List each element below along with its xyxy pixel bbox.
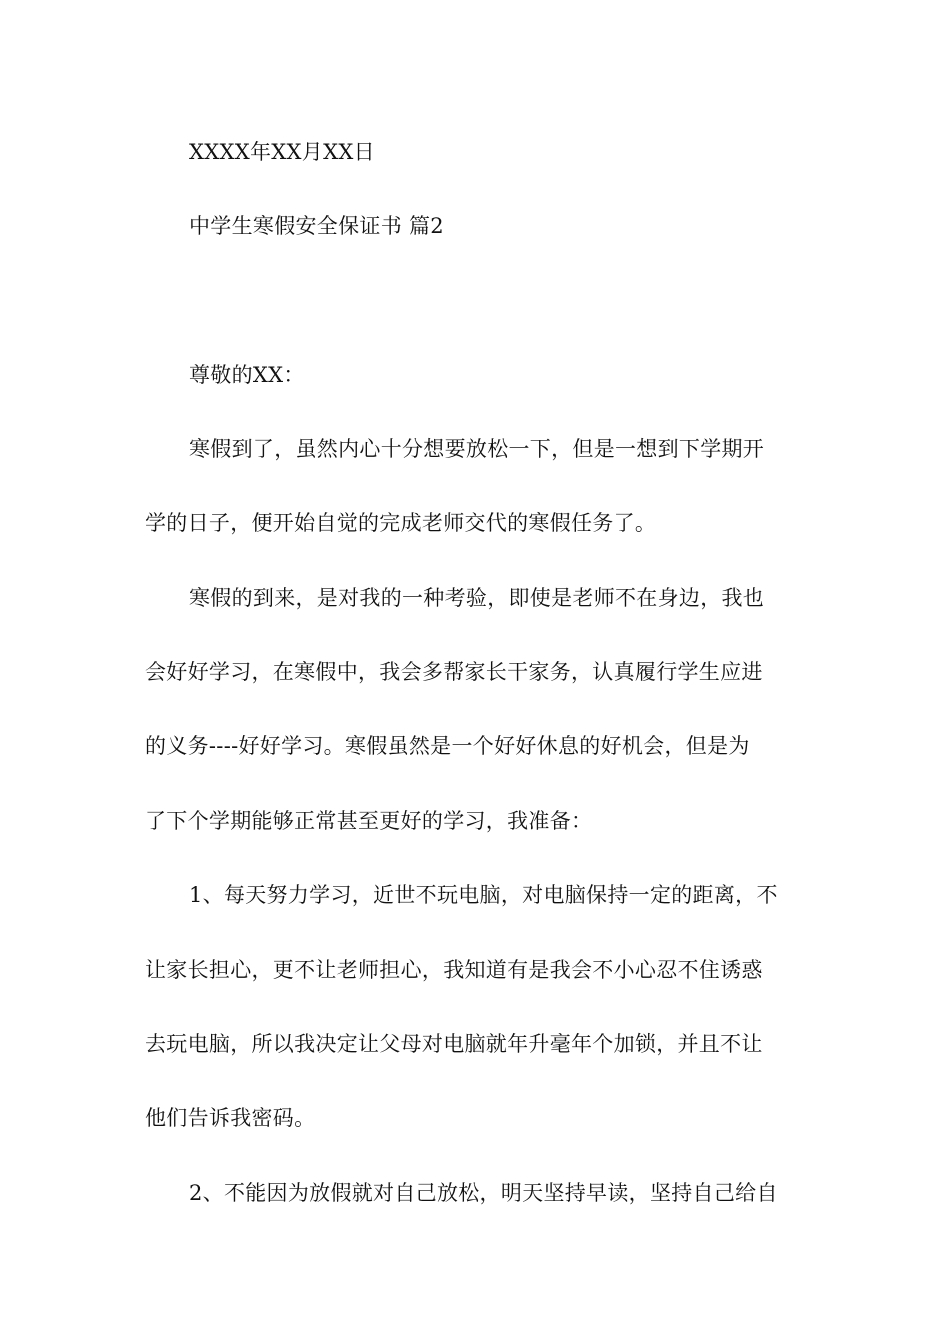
paragraph-line: 学的日子，便开始自觉的完成老师交代的寒假任务了。 — [145, 511, 657, 535]
paragraph-line: 会好好学习，在寒假中，我会多帮家长干家务，认真履行学生应进 — [145, 660, 763, 684]
paragraph-line: 的义务----好好学习。寒假虽然是一个好好休息的好机会，但是为 — [145, 734, 750, 758]
paragraph-line: 他们告诉我密码。 — [145, 1106, 316, 1130]
paragraph-line: 寒假到了，虽然内心十分想要放松一下，但是一想到下学期开 — [189, 437, 765, 461]
paragraph-line: 了下个学期能够正常甚至更好的学习，我准备： — [145, 809, 593, 833]
paragraph-line: 让家长担心，更不让老师担心，我知道有是我会不小心忍不住诱惑 — [145, 958, 763, 982]
date-line: XXXX年XX月XX日 — [189, 140, 375, 164]
document-title: 中学生寒假安全保证书 篇2 — [189, 214, 444, 238]
paragraph-line: 1、每天努力学习，近世不玩电脑，对电脑保持一定的距离，不 — [189, 883, 778, 907]
paragraph-line: 2、不能因为放假就对自己放松，明天坚持早读，坚持自己给自 — [189, 1181, 778, 1205]
paragraph-line: 寒假的到来，是对我的一种考验，即使是老师不在身边，我也 — [189, 586, 765, 610]
paragraph-line: 去玩电脑，所以我决定让父母对电脑就年升毫年个加锁，并且不让 — [145, 1032, 763, 1056]
salutation: 尊敬的XX： — [189, 363, 305, 387]
